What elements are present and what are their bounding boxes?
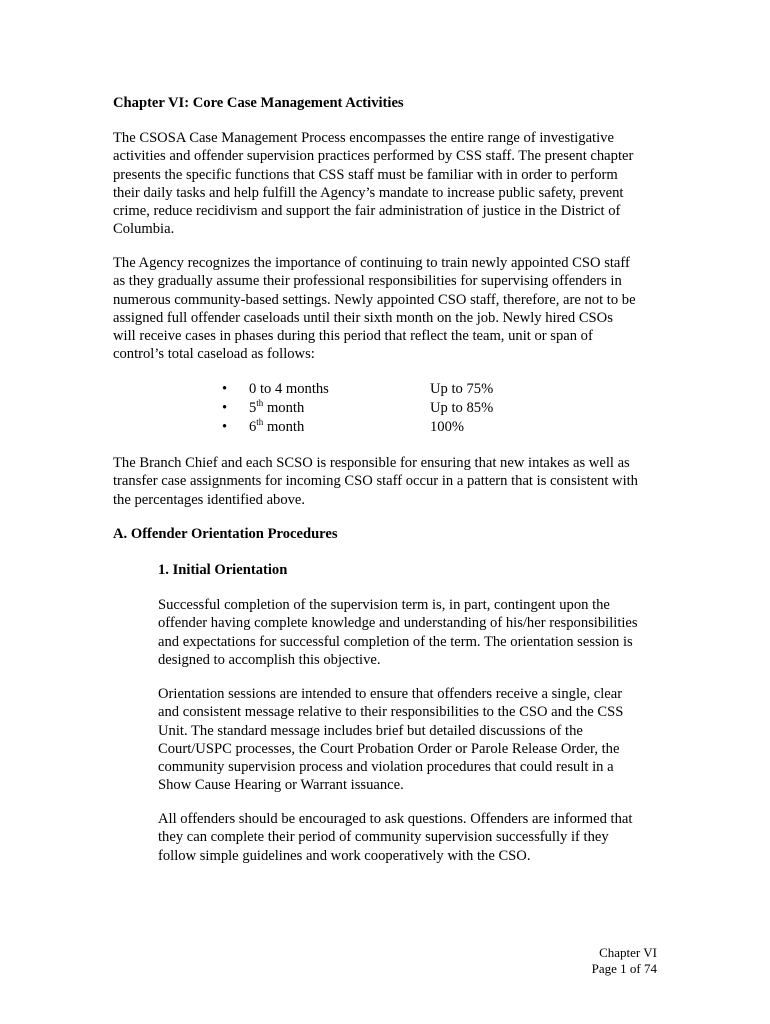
orientation-2-line: Show Cause Hearing or Warrant issuance. [158,777,404,794]
caseload-schedule-item [222,399,542,418]
orientation-3-line: follow simple guidelines and work cooperatively with the CSO. [158,847,531,864]
branch-line: The Branch Chief and each SCSO is responsible for ensuring that new intakes as well as [113,455,630,471]
orientation-3-line: All offenders should be encouraged to ask questions. Offenders are informed that [158,811,633,827]
training-paragraph [113,254,665,364]
orientation-2-line: Court/USPC processes, the Court Probation Order or Parole Release Order, the [158,740,620,757]
chapter-title: Chapter VI: Core Case Management Activities [113,95,404,111]
bullet-icon: • [222,400,228,416]
subsection-1-title: 1. Initial Orientation [158,562,288,578]
orientation-2-line: Orientation sessions are intended to ensure that offenders receive a single, clear [158,686,623,702]
footer-chapter-label: Chapter VI [599,945,657,960]
training-line: as they gradually assume their professional responsibilities for supervising offenders in [113,273,622,290]
caseload-schedule-list [222,380,542,437]
schedule-caseload: Up to 85% [430,400,494,416]
training-line: assigned full offender caseloads until their sixth month on the job. Newly hired CSOs [113,309,613,326]
training-line: will receive cases in phases during this period that reflect the team, unit or span of [113,328,593,345]
intro-line: crime, reduce recidivism and support the fair administration of justice in the District of [113,203,621,220]
branch-line: the percentages identified above. [113,491,306,508]
bullet-icon: • [222,381,228,397]
intro-paragraph [113,129,665,239]
branch-paragraph [113,454,665,509]
footer-page-number: Page 1 of 74 [591,961,657,976]
training-line: The Agency recognizes the importance of continuing to train newly appointed CSO staff [113,255,630,271]
orientation-2-line: Unit. The standard message includes brief but detailed discussions of the [158,722,583,739]
orientation-1-line: designed to accomplish this objective. [158,651,381,668]
orientation-2-line: community supervision process and violation procedures that could result in a [158,759,614,776]
intro-line: presents the specific functions that CSS staff must be familiar with in order to perform [113,166,618,183]
orientation-paragraph-3 [158,810,663,865]
intro-line: The CSOSA Case Management Process encompasses the entire range of investigative [113,130,614,146]
caseload-schedule-item [222,418,542,437]
orientation-1-line: offender having complete knowledge and understanding of his/her responsibilities [158,615,638,632]
page-footer [592,945,657,977]
intro-line: Columbia. [113,221,175,238]
branch-line: transfer case assignments for incoming CSO staff occur in a pattern that is consistent with [113,473,638,490]
orientation-1-line: and expectations for successful completion of the term. The orientation session is [158,633,633,650]
training-line: numerous community-based settings. Newly appointed CSO staff, therefore, are not to be [113,291,636,308]
orientation-paragraph-2 [158,685,663,795]
section-a-title: A. Offender Orientation Procedures [113,526,338,542]
schedule-period: 5th month [249,398,305,416]
training-line: control’s total caseload as follows: [113,346,315,363]
schedule-period: 6th month [249,417,305,435]
intro-line: activities and offender supervision practices performed by CSS staff. The present chapter [113,148,634,165]
schedule-period: 0 to 4 months [249,381,329,397]
caseload-schedule-item [222,380,542,399]
schedule-caseload: 100% [430,419,465,435]
orientation-3-line: they can complete their period of community supervision successfully if they [158,829,609,846]
orientation-2-line: and consistent message relative to their responsibilities to the CSO and the CSS [158,704,624,721]
intro-line: their daily tasks and help fulfill the Agency’s mandate to increase public safety, prevent [113,184,624,201]
schedule-caseload: Up to 75% [430,381,494,397]
orientation-paragraph-1 [158,596,663,669]
orientation-1-line: Successful completion of the supervision term is, in part, contingent upon the [158,597,610,613]
bullet-icon: • [222,419,228,435]
